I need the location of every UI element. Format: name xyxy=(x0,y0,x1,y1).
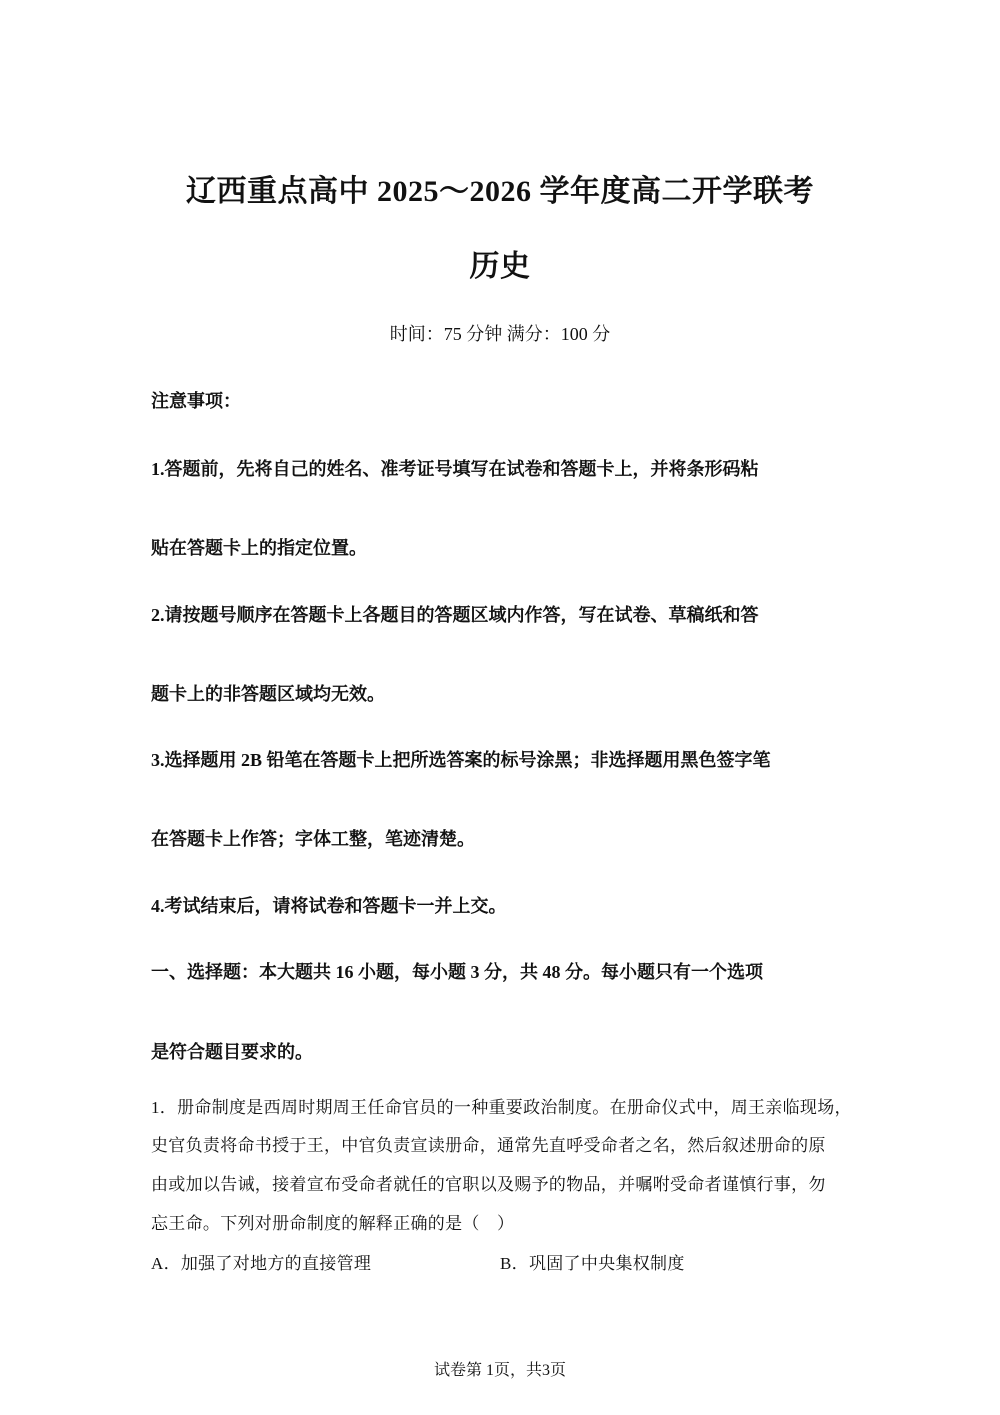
section-heading: 一、选择题：本大题共 16 小题，每小题 3 分，共 48 分。每小题只有一个选项 xyxy=(151,962,763,982)
subject-title: 历史 xyxy=(469,250,531,283)
question-text: 忘王命。下列对册命制度的解释正确的是（ ） xyxy=(151,1214,515,1233)
notice-line: 1.答题前，先将自己的姓名、准考证号填写在试卷和答题卡上，并将条形码粘 xyxy=(151,459,759,479)
option-b: B．巩固了中央集权制度 xyxy=(500,1254,685,1273)
notice-heading: 注意事项： xyxy=(151,391,241,411)
question-text: 史官负责将命书授于王，中官负责宣读册命，通常先直呼受命者之名，然后叙述册命的原 xyxy=(151,1136,826,1155)
notice-line: 3.选择题用 2B 铅笔在答题卡上把所选答案的标号涂黑；非选择题用黑色签字笔 xyxy=(151,750,771,770)
notice-line: 题卡上的非答题区域均无效。 xyxy=(151,684,385,704)
question-text: 1．册命制度是西周时期周王任命官员的一种重要政治制度。在册命仪式中，周王亲临现场， xyxy=(151,1098,852,1117)
notice-line: 2.请按题号顺序在答题卡上各题目的答题区域内作答，写在试卷、草稿纸和答 xyxy=(151,605,759,625)
exam-time-score: 时间：75 分钟 满分：100 分 xyxy=(389,324,611,344)
option-a: A．加强了对地方的直接管理 xyxy=(151,1254,372,1273)
notice-line: 贴在答题卡上的指定位置。 xyxy=(151,538,367,558)
page-footer: 试卷第 1页，共3页 xyxy=(433,1362,566,1379)
section-heading-cont: 是符合题目要求的。 xyxy=(151,1042,313,1062)
question-text: 由或加以告诫，接着宣布受命者就任的官职以及赐予的物品，并嘱咐受命者谨慎行事，勿 xyxy=(151,1175,826,1194)
notice-line: 在答题卡上作答；字体工整，笔迹清楚。 xyxy=(151,829,475,849)
exam-title: 辽西重点高中 2025～2026 学年度高二开学联考 xyxy=(186,175,814,208)
notice-line: 4.考试结束后，请将试卷和答题卡一并上交。 xyxy=(151,896,507,916)
